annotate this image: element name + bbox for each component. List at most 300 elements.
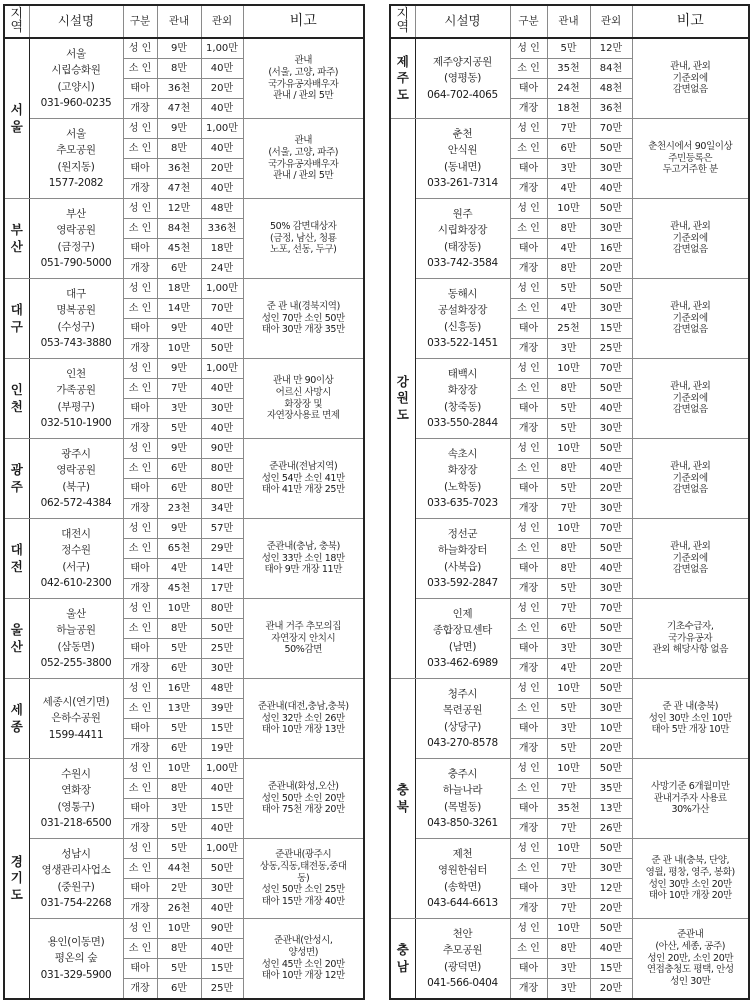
region-char: 주 (10, 478, 23, 494)
category-cell: 개장 (123, 419, 157, 439)
note-line: (아산, 세종, 공주) (655, 940, 726, 952)
facility-line: 033-742-3584 (427, 256, 498, 269)
resident-fee-cell: 10만 (547, 839, 590, 859)
note-line: 태아 5만 개장 10만 (651, 724, 729, 736)
nonresident-fee-cell: 36천 (590, 99, 632, 119)
category-cell: 개장 (510, 659, 547, 679)
resident-fee-cell: 9만 (157, 119, 201, 139)
region-label: 지역 (10, 7, 24, 35)
facility-cell (415, 919, 510, 1000)
table-row (4, 839, 364, 859)
category-cell: 태아 (123, 159, 157, 179)
resident-fee-cell: 8만 (157, 779, 201, 799)
facility-line: 화장장 (447, 384, 478, 397)
note-line: 양성면) (288, 946, 319, 958)
facility-line: 서울 (66, 127, 86, 140)
category-cell: 태아 (510, 399, 547, 419)
note-line: 준 관 내(경북지역) (266, 300, 340, 312)
category-cell: 태아 (123, 399, 157, 419)
nonresident-fee-cell: 40만 (201, 419, 243, 439)
note-line: 영월, 평창, 영주, 봉화) (645, 866, 735, 878)
facility-line: 용인(이동면) (47, 936, 105, 949)
table-row (390, 359, 749, 379)
resident-fee-cell: 8만 (547, 219, 590, 239)
region-char: 울 (10, 622, 23, 638)
note-line: 관내 (294, 54, 313, 66)
facility-cell (415, 439, 510, 519)
facility-line: 부산 (66, 207, 86, 220)
note-cell (243, 199, 364, 279)
region-cell (390, 119, 415, 679)
nonresident-fee-cell: 50만 (201, 859, 243, 879)
nonresident-fee-cell: 70만 (590, 119, 632, 139)
facility-line: 033-592-2847 (427, 576, 498, 589)
facility-cell (415, 519, 510, 599)
facility-cell (29, 519, 123, 599)
resident-fee-cell: 9만 (157, 359, 201, 379)
note-cell (632, 38, 749, 119)
region-char: 북 (396, 798, 409, 814)
facility-line: (서구) (62, 560, 90, 573)
category-cell: 소 인 (123, 299, 157, 319)
category-cell: 개장 (123, 499, 157, 519)
resident-fee-cell: 10만 (547, 519, 590, 539)
region-char: 충 (396, 942, 409, 958)
note-line: 태아 10만 개장 13만 (261, 724, 345, 736)
facility-cell (415, 359, 510, 439)
note-line: (서울, 고양, 파주) (268, 66, 339, 78)
region-char: 세 (10, 702, 23, 718)
nonresident-fee-cell: 40만 (201, 319, 243, 339)
nonresident-fee-cell: 13만 (590, 799, 632, 819)
category-cell: 성 인 (123, 679, 157, 699)
region-char: 도 (10, 886, 23, 902)
nonresident-fee-cell: 25만 (201, 979, 243, 1000)
note-line: 기준외에 (672, 72, 708, 84)
facility-line: (고양시) (57, 80, 95, 93)
resident-fee-cell: 6만 (157, 659, 201, 679)
note-line: 준관내(광주시 (275, 848, 332, 860)
category-cell: 소 인 (123, 859, 157, 879)
note-line: 성인 20만, 소인 20만 (647, 952, 734, 964)
region-cell (390, 38, 415, 119)
resident-fee-cell: 18천 (547, 99, 590, 119)
header-note: 비고 (243, 5, 364, 38)
note-line: 관외 해당사항 없음 (652, 644, 728, 656)
facility-line: 042-610-2300 (40, 576, 112, 589)
category-cell: 성 인 (123, 599, 157, 619)
resident-fee-cell: 6만 (157, 459, 201, 479)
facility-cell (29, 919, 123, 1000)
facility-line: (목벌동) (443, 800, 482, 813)
note-line: 태아 41만 개장 25만 (261, 484, 345, 496)
note-line: 준관내(대전,충남,충북) (257, 700, 349, 712)
resident-fee-cell: 25천 (547, 319, 590, 339)
nonresident-fee-cell: 18만 (201, 239, 243, 259)
region-char: 산 (10, 638, 23, 654)
note-line: 관내 / 관외 5만 (273, 90, 334, 102)
category-cell: 소 인 (123, 699, 157, 719)
facility-cell (29, 679, 123, 759)
note-cell (632, 519, 749, 599)
facility-line: 수원시 (61, 767, 91, 780)
facility-line: 서울 (66, 47, 86, 60)
facility-line: 춘천 (452, 127, 473, 140)
header-facility: 시설명 (415, 5, 510, 38)
note-line: 자연장지 안치시 (271, 632, 336, 644)
facility-line: 인천 (66, 367, 86, 380)
category-cell: 성 인 (123, 919, 157, 939)
category-cell: 개장 (510, 579, 547, 599)
region-cell (4, 679, 29, 759)
region-cell (4, 199, 29, 279)
region-char: 경 (10, 854, 23, 870)
region-char: 산 (10, 238, 23, 254)
note-line: 연접충청도 평택, 안성 (646, 964, 734, 976)
resident-fee-cell: 7만 (547, 819, 590, 839)
resident-fee-cell: 4만 (547, 299, 590, 319)
nonresident-fee-cell: 50만 (590, 839, 632, 859)
facility-line: 시립승화원 (51, 64, 101, 77)
category-cell: 태아 (510, 319, 547, 339)
category-cell: 태아 (123, 799, 157, 819)
facility-cell (29, 38, 123, 119)
nonresident-fee-cell: 50만 (201, 339, 243, 359)
region-char: 대 (10, 542, 23, 558)
facility-cell (415, 839, 510, 919)
category-cell: 성 인 (510, 439, 547, 459)
header-nonresident: 관외 (590, 5, 632, 38)
category-cell: 개장 (510, 259, 547, 279)
note-line: 50% 감면대상자 (270, 220, 337, 232)
category-cell: 소 인 (123, 779, 157, 799)
category-cell: 태아 (123, 239, 157, 259)
resident-fee-cell: 6만 (547, 619, 590, 639)
facility-line: 1577-2082 (48, 176, 104, 189)
facility-line: 세종시(연기면) (42, 696, 110, 709)
region-label: 지역 (396, 7, 410, 35)
facility-line: 화장장 (447, 464, 478, 477)
note-line: 30%가산 (671, 804, 709, 816)
facility-line: 추모공원 (442, 944, 483, 957)
nonresident-fee-cell: 10만 (590, 719, 632, 739)
note-line: 준 관 내(충북) (662, 700, 719, 712)
note-cell (632, 599, 749, 679)
nonresident-fee-cell: 40만 (590, 939, 632, 959)
category-cell: 소 인 (510, 379, 547, 399)
facility-line: 043-850-3261 (427, 816, 498, 829)
facility-line: 명복공원 (56, 304, 96, 317)
category-cell: 태아 (510, 239, 547, 259)
region-cell (4, 599, 29, 679)
table-row (4, 439, 364, 459)
nonresident-fee-cell: 30만 (201, 879, 243, 899)
right-fee-table (389, 4, 750, 1000)
note-line: 감면없음 (672, 324, 708, 336)
table-row (4, 279, 364, 299)
note-cell (632, 119, 749, 199)
nonresident-fee-cell: 1,00만 (201, 119, 243, 139)
resident-fee-cell: 5만 (157, 819, 201, 839)
note-cell (632, 439, 749, 519)
note-line: 주민등록은 (668, 152, 713, 164)
facility-line: 033-462-6989 (427, 656, 498, 669)
region-char: 강 (396, 374, 409, 390)
facility-cell (29, 839, 123, 919)
resident-fee-cell: 10만 (157, 919, 201, 939)
resident-fee-cell: 10만 (157, 599, 201, 619)
facility-line: 043-644-6613 (427, 896, 498, 909)
facility-cell (415, 759, 510, 839)
note-line: 국가유공자배우자 (268, 158, 339, 170)
category-cell: 개장 (510, 179, 547, 199)
note-line: 어르신 사망시 (275, 386, 331, 398)
note-cell (243, 359, 364, 439)
right-table-body (390, 38, 749, 999)
nonresident-fee-cell: 40만 (590, 459, 632, 479)
note-cell (243, 759, 364, 839)
resident-fee-cell: 5만 (547, 419, 590, 439)
note-line: 태아 75천 개장 20만 (261, 804, 345, 816)
category-cell: 소 인 (123, 219, 157, 239)
resident-fee-cell: 18만 (157, 279, 201, 299)
region-char: 도 (396, 86, 409, 102)
category-cell: 개장 (510, 339, 547, 359)
category-cell: 소 인 (123, 139, 157, 159)
facility-line: (수성구) (57, 320, 95, 333)
category-cell: 소 인 (123, 539, 157, 559)
note-cell (632, 759, 749, 839)
facility-line: 제주양지공원 (432, 56, 493, 69)
category-cell: 성 인 (510, 679, 547, 699)
note-cell (632, 679, 749, 759)
region-cell (390, 919, 415, 1000)
nonresident-fee-cell: 30만 (590, 859, 632, 879)
facility-line: 031-960-0235 (40, 96, 112, 109)
nonresident-fee-cell: 40만 (201, 819, 243, 839)
nonresident-fee-cell: 30만 (590, 419, 632, 439)
resident-fee-cell: 6만 (157, 739, 201, 759)
resident-fee-cell: 23천 (157, 499, 201, 519)
category-cell: 성 인 (123, 38, 157, 59)
facility-line: (상당구) (443, 720, 482, 733)
resident-fee-cell: 10만 (547, 439, 590, 459)
category-cell: 개장 (123, 659, 157, 679)
region-char: 광 (10, 462, 23, 478)
note-line: 성인 45만 소인 20만 (261, 958, 345, 970)
facility-line: (부평구) (57, 400, 95, 413)
note-line: 성인 33만 소인 18만 (261, 552, 345, 564)
resident-fee-cell: 3만 (547, 879, 590, 899)
region-char: 충 (396, 782, 409, 798)
resident-fee-cell: 8만 (547, 459, 590, 479)
nonresident-fee-cell: 90만 (201, 439, 243, 459)
facility-line: 성남시 (61, 847, 91, 860)
nonresident-fee-cell: 90만 (201, 919, 243, 939)
nonresident-fee-cell: 19만 (201, 739, 243, 759)
nonresident-fee-cell: 80만 (201, 599, 243, 619)
nonresident-fee-cell: 39만 (201, 699, 243, 719)
facility-line: (노학동) (443, 480, 482, 493)
region-char: 종 (10, 718, 23, 734)
category-cell: 소 인 (123, 379, 157, 399)
note-line: 관내, 관외 (670, 220, 711, 232)
resident-fee-cell: 5만 (157, 839, 201, 859)
note-cell (243, 679, 364, 759)
nonresident-fee-cell: 20만 (590, 899, 632, 919)
note-line: 춘천시에서 90일이상 (648, 140, 733, 152)
category-cell: 태아 (510, 719, 547, 739)
facility-cell (29, 279, 123, 359)
table-row (390, 759, 749, 779)
nonresident-fee-cell: 50만 (590, 139, 632, 159)
nonresident-fee-cell: 30만 (590, 699, 632, 719)
nonresident-fee-cell: 30만 (201, 659, 243, 679)
note-line: 태아 10만 개장 12만 (261, 970, 345, 982)
resident-fee-cell: 8만 (547, 939, 590, 959)
facility-line: 광주시 (61, 447, 91, 460)
note-cell (243, 439, 364, 519)
note-line: 관내, 관외 (670, 460, 711, 472)
resident-fee-cell: 7만 (547, 859, 590, 879)
facility-line: 하늘공원 (56, 624, 96, 637)
note-line: 성인 30만 (670, 976, 711, 988)
nonresident-fee-cell: 70만 (590, 599, 632, 619)
resident-fee-cell: 8만 (157, 619, 201, 639)
resident-fee-cell: 45천 (157, 579, 201, 599)
resident-fee-cell: 10만 (547, 359, 590, 379)
facility-line: 053-743-3880 (40, 336, 112, 349)
category-cell: 태아 (510, 159, 547, 179)
note-cell (632, 919, 749, 1000)
resident-fee-cell: 8만 (157, 59, 201, 79)
resident-fee-cell: 7만 (547, 899, 590, 919)
facility-line: 평온의 숲 (54, 952, 98, 965)
category-cell: 태아 (510, 79, 547, 99)
facility-line: (신흥동) (443, 320, 482, 333)
note-cell (632, 359, 749, 439)
note-line: 자연장사용료 면제 (266, 410, 340, 422)
region-char: 도 (396, 406, 409, 422)
facility-line: 대전시 (61, 527, 91, 540)
note-line: 노포, 선동, 두구) (270, 244, 337, 256)
resident-fee-cell: 65천 (157, 539, 201, 559)
nonresident-fee-cell: 40만 (590, 179, 632, 199)
category-cell: 성 인 (510, 38, 547, 59)
table-row (390, 839, 749, 859)
resident-fee-cell: 36천 (157, 159, 201, 179)
nonresident-fee-cell: 24만 (201, 259, 243, 279)
facility-cell (29, 199, 123, 279)
header-facility: 시설명 (29, 5, 123, 38)
facility-line: (남면) (448, 640, 477, 653)
facility-cell (415, 279, 510, 359)
note-cell (632, 199, 749, 279)
nonresident-fee-cell: 48만 (201, 199, 243, 219)
facility-line: 정선군 (447, 527, 478, 540)
resident-fee-cell: 35천 (547, 799, 590, 819)
resident-fee-cell: 5만 (547, 739, 590, 759)
note-line: 성인 32만 소인 26만 (261, 712, 345, 724)
region-cell (4, 439, 29, 519)
facility-line: 하늘나라 (442, 784, 483, 797)
resident-fee-cell: 9만 (157, 319, 201, 339)
table-row (4, 759, 364, 779)
nonresident-fee-cell: 15만 (201, 719, 243, 739)
resident-fee-cell: 36천 (157, 79, 201, 99)
category-cell: 태아 (510, 639, 547, 659)
resident-fee-cell: 5만 (547, 399, 590, 419)
nonresident-fee-cell: 30만 (590, 159, 632, 179)
note-line: 관내 / 관외 5만 (273, 170, 334, 182)
resident-fee-cell: 3만 (157, 799, 201, 819)
category-cell: 태아 (510, 879, 547, 899)
category-cell: 개장 (510, 739, 547, 759)
table-row (390, 439, 749, 459)
region-cell (4, 759, 29, 1000)
table-header-row (4, 5, 364, 38)
resident-fee-cell: 45천 (157, 239, 201, 259)
facility-line: 영생관리사업소 (41, 864, 111, 877)
nonresident-fee-cell: 25만 (590, 339, 632, 359)
resident-fee-cell: 7만 (547, 599, 590, 619)
note-line: 관내, 관외 (670, 540, 711, 552)
note-line: 감면없음 (672, 244, 708, 256)
resident-fee-cell: 10만 (547, 679, 590, 699)
note-line: (금정, 남산, 청룡 (270, 232, 337, 244)
category-cell: 성 인 (510, 759, 547, 779)
resident-fee-cell: 10만 (547, 759, 590, 779)
facility-line: (중원구) (57, 880, 95, 893)
resident-fee-cell: 47천 (157, 179, 201, 199)
category-cell: 개장 (510, 99, 547, 119)
note-line: 태아 10만 개장 20만 (648, 890, 732, 902)
nonresident-fee-cell: 50만 (590, 439, 632, 459)
category-cell: 개장 (123, 579, 157, 599)
note-line: 50%감면 (284, 644, 322, 656)
facility-line: 시립화장장 (437, 224, 488, 237)
facility-line: (금정구) (57, 240, 95, 253)
nonresident-fee-cell: 30만 (201, 399, 243, 419)
nonresident-fee-cell: 16만 (590, 239, 632, 259)
region-char: 주 (396, 70, 409, 86)
resident-fee-cell: 14만 (157, 299, 201, 319)
nonresident-fee-cell: 48만 (201, 679, 243, 699)
resident-fee-cell: 10만 (157, 759, 201, 779)
facility-line: (삼동면) (57, 640, 95, 653)
facility-line: 043-270-8578 (427, 736, 498, 749)
facility-line: (창죽동) (443, 400, 482, 413)
facility-cell (29, 599, 123, 679)
table-header-row (390, 5, 749, 38)
category-cell: 성 인 (510, 599, 547, 619)
resident-fee-cell: 5만 (547, 38, 590, 59)
nonresident-fee-cell: 84천 (590, 59, 632, 79)
category-cell: 성 인 (123, 439, 157, 459)
category-cell: 소 인 (510, 699, 547, 719)
facility-line: 041-566-0404 (427, 976, 498, 989)
resident-fee-cell: 8만 (547, 379, 590, 399)
header-resident: 관내 (547, 5, 590, 38)
region-char: 서 (10, 102, 23, 118)
table-row (390, 279, 749, 299)
nonresident-fee-cell: 30만 (590, 579, 632, 599)
resident-fee-cell: 4만 (547, 179, 590, 199)
nonresident-fee-cell: 50만 (590, 199, 632, 219)
facility-line: 대구 (66, 287, 86, 300)
resident-fee-cell: 5만 (547, 699, 590, 719)
nonresident-fee-cell: 20만 (590, 739, 632, 759)
